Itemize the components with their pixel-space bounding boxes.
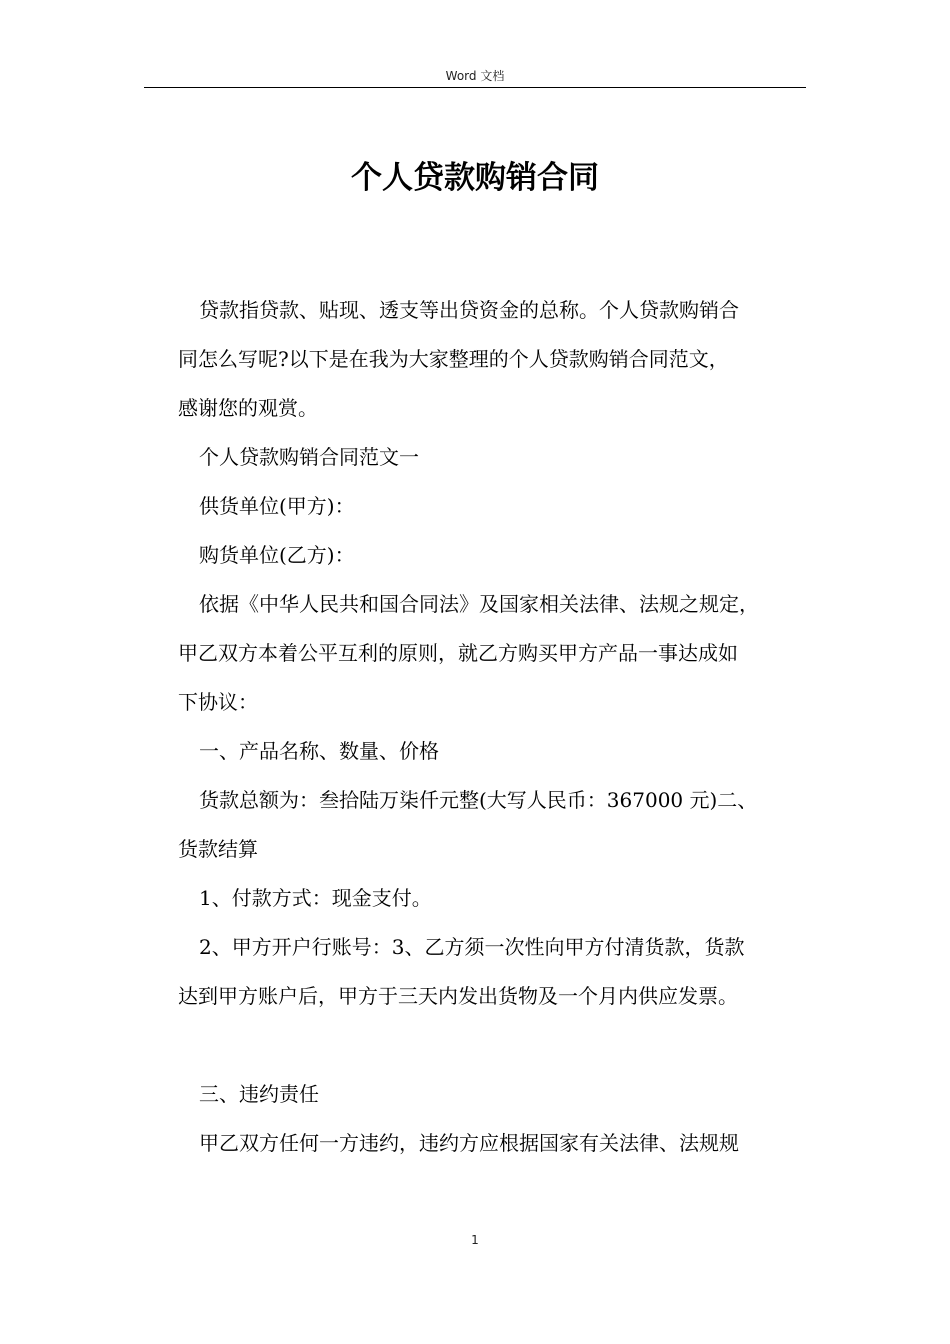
- page-header: Word 文档: [445, 69, 505, 83]
- paragraph-line: 同怎么写呢?以下是在我为大家整理的个人贷款购销合同范文，: [178, 347, 729, 371]
- paragraph-line: 下协议：: [178, 690, 258, 714]
- section-heading: 三、违约责任: [199, 1082, 319, 1106]
- paragraph-line: 贷款指贷款、贴现、透支等出贷资金的总称。个人贷款购销合: [199, 298, 739, 322]
- page-number: 1: [471, 1233, 479, 1247]
- paragraph-line: 购货单位(乙方)：: [199, 543, 355, 567]
- paragraph-line: 供货单位(甲方)：: [199, 494, 355, 518]
- section-heading: 个人贷款购销合同范文一: [199, 445, 419, 469]
- paragraph-line: 货款结算: [178, 837, 258, 861]
- paragraph-line: 2、甲方开户行账号：3、乙方须一次性向甲方付清货款，货款: [199, 935, 745, 959]
- paragraph-line: 甲乙双方本着公平互利的原则，就乙方购买甲方产品一事达成如: [178, 641, 738, 665]
- paragraph-line: 甲乙双方任何一方违约，违约方应根据国家有关法律、法规规: [199, 1131, 739, 1155]
- paragraph-line: 达到甲方账户后，甲方于三天内发出货物及一个月内供应发票。: [178, 984, 738, 1008]
- paragraph-gap: [178, 1021, 810, 1070]
- paragraph-line: 依据《中华人民共和国合同法》及国家相关法律、法规之规定，: [199, 592, 759, 616]
- document-title: 个人贷款购销合同: [351, 160, 599, 196]
- paragraph-line: 货款总额为：叁拾陆万柒仟元整(大写人民币：367000 元)二、: [199, 788, 758, 812]
- paragraph-line: 感谢您的观赏。: [178, 396, 318, 420]
- document-body: [178, 286, 810, 1168]
- section-heading: 一、产品名称、数量、价格: [199, 739, 439, 763]
- paragraph-line: 1、付款方式：现金支付。: [199, 886, 432, 910]
- header-divider: [144, 87, 806, 88]
